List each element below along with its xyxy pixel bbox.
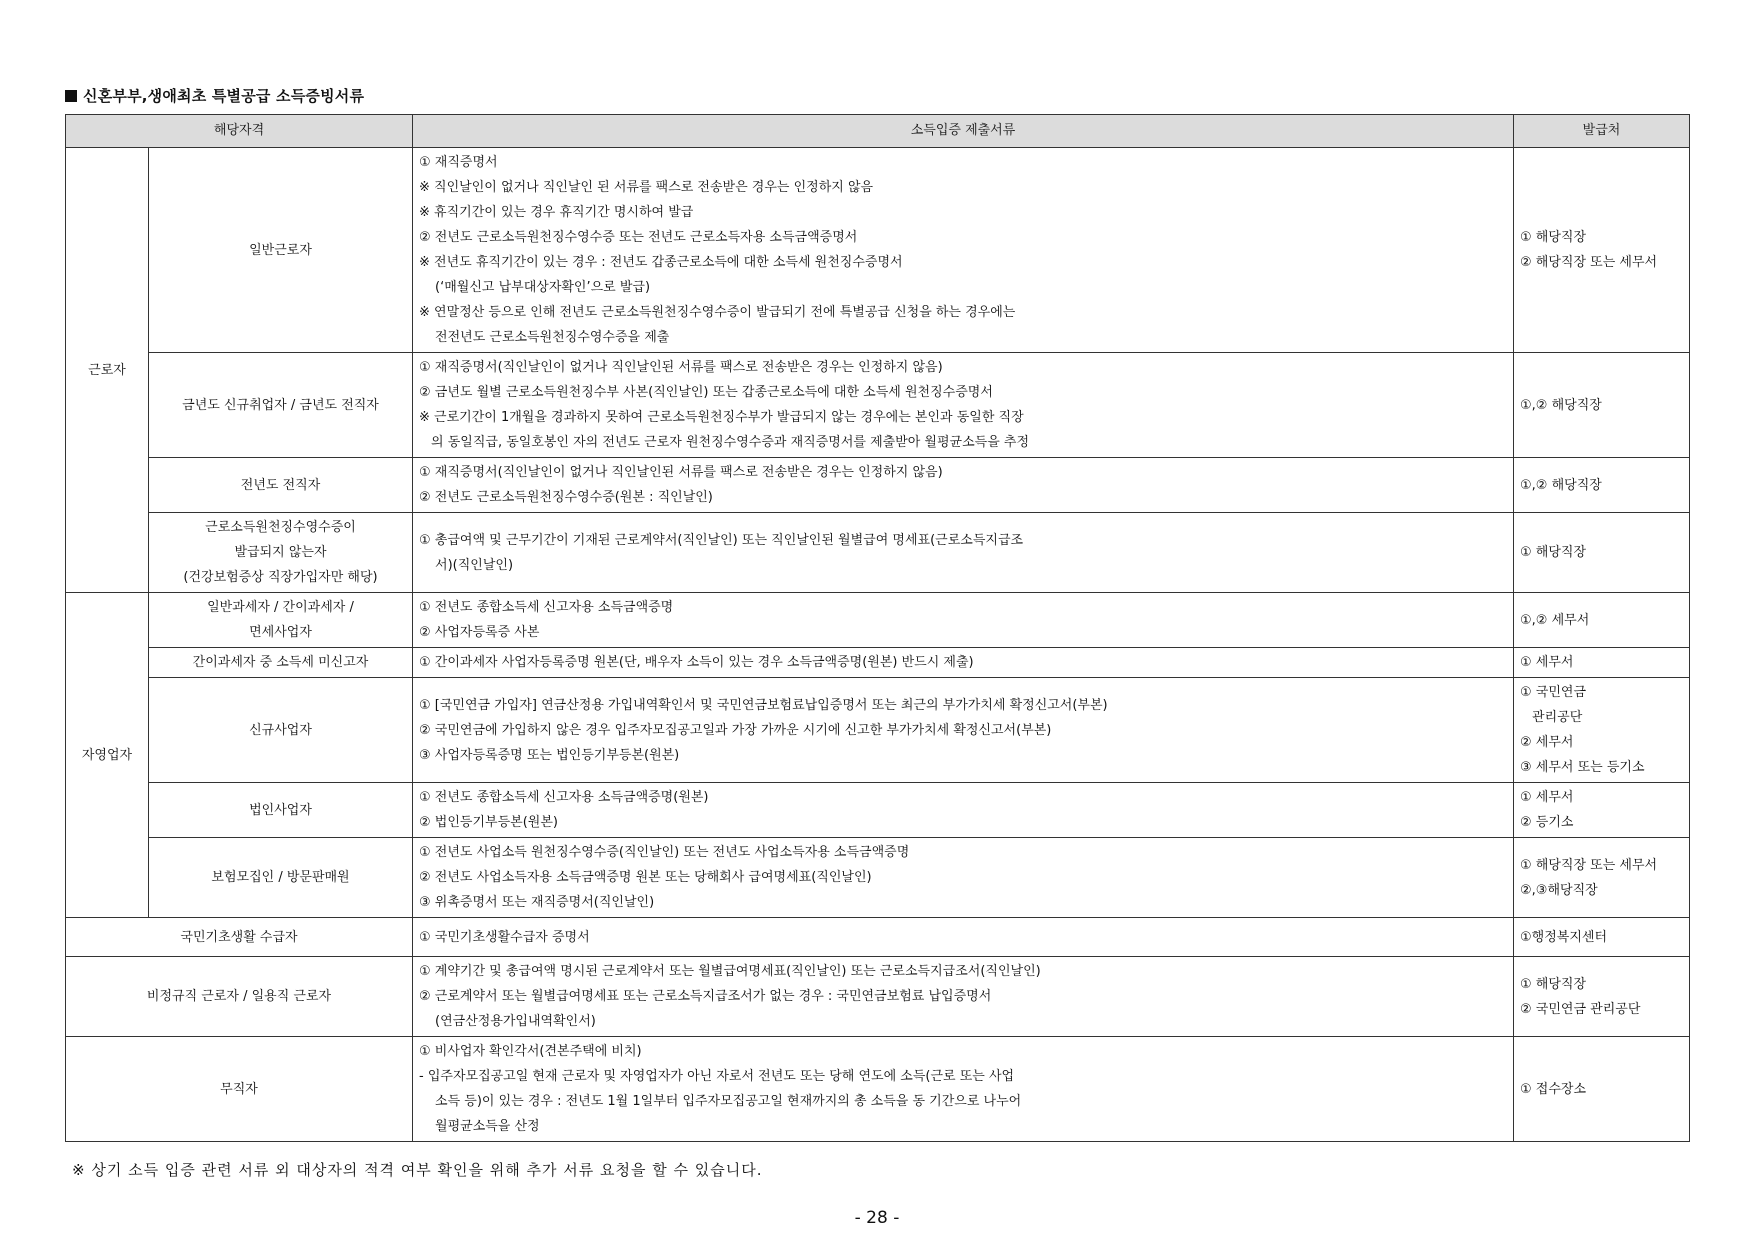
sub-qualification [149, 513, 413, 593]
issuer-line: ① 국민연금 [1520, 685, 1587, 700]
doc-line: 전전년도 근로소득원천징수영수증을 제출 [435, 330, 670, 345]
issuer-line: ② 해당직장 또는 세무서 [1520, 255, 1658, 270]
doc-line: ※ 연말정산 등으로 인해 전년도 근로소득원천징수영수증이 발급되기 전에 특별공급 신청을 하는 경우에는 [419, 305, 1016, 320]
issuer-line: ③ 세무서 또는 등기소 [1520, 760, 1645, 775]
issuer-cell [1514, 458, 1690, 513]
documents-cell [413, 1037, 1514, 1142]
sub-line: (건강보험증상 직장가입자만 해당) [183, 570, 378, 585]
page-number: - 28 - [854, 1208, 900, 1228]
table-row [66, 1037, 1690, 1142]
doc-line: (‘매월신고 납부대상자확인’으로 발급) [435, 280, 651, 295]
doc-line: ② 국민연금에 가입하지 않은 경우 입주자모집공고일과 가장 가까운 시기에 신고한 부가가치세 확정신고서(부본) [419, 722, 1052, 738]
issuer-line: ①,② 해당직장 [1520, 397, 1602, 413]
sub-line: 면세사업자 [249, 625, 312, 640]
table-row [66, 918, 1690, 957]
table-row [66, 838, 1690, 918]
issuer-line: ①행정복지센터 [1520, 929, 1608, 945]
doc-line: ※ 직인날인이 없거나 직인날인 된 서류를 팩스로 전송받은 경우는 인정하지 않음 [419, 180, 874, 195]
doc-line: - 입주자모집공고일 현재 근로자 및 자영업자가 아닌 자로서 전년도 또는 당해 연도에 소득(근로 또는 사업 [419, 1069, 1015, 1084]
doc-line: 서)(직인날인) [435, 557, 514, 573]
doc-line: ① [국민연금 가입자] 연금산정용 가입내역확인서 및 국민연금보험료납입증명서 또는 최근의 부가가치세 확정신고서(부본) [419, 697, 1108, 713]
table-row [66, 783, 1690, 838]
issuer-cell [1514, 593, 1690, 648]
table-row [66, 148, 1690, 353]
issuer-line: ② 등기소 [1520, 815, 1574, 830]
section-title [65, 85, 364, 106]
footnote: ※ 상기 소득 입증 관련 서류 외 대상자의 적격 여부 확인을 위해 추가 서류 요청을 할 수 있습니다. [72, 1161, 763, 1179]
doc-line: ① 전년도 사업소득 원천징수영수증(직인날인) 또는 전년도 사업소득자용 소득금액증명 [419, 845, 910, 860]
issuer-line: ① 해당직장 또는 세무서 [1520, 857, 1658, 873]
sub-qualification: 보험모집인 / 방문판매원 [149, 838, 413, 918]
table-row [66, 678, 1690, 783]
income-documents-table [65, 114, 1690, 1142]
group-worker: 근로자 [66, 148, 149, 593]
doc-line: ② 전년도 근로소득원천징수영수증(원본 : 직인날인) [419, 490, 713, 505]
table-row [66, 353, 1690, 458]
sub-qualification: 신규사업자 [149, 678, 413, 783]
doc-line: ① 간이과세자 사업자등록증명 원본(단, 배우자 소득이 있는 경우 소득금액증명(원본) 반드시 제출) [419, 655, 974, 670]
doc-line: ① 계약기간 및 총급여액 명시된 근로계약서 또는 월별급여명세표(직인날인) 또는 근로소득지급조서(직인날인) [419, 964, 1041, 979]
documents-cell [413, 353, 1514, 458]
issuer-line: ① 해당직장 [1520, 976, 1587, 992]
table-row [66, 593, 1690, 648]
doc-line: ② 전년도 근로소득원천징수영수증 또는 전년도 근로소득자용 소득금액증명서 [419, 230, 858, 245]
doc-line: ② 법인등기부등본(원본) [419, 815, 558, 830]
issuer-cell [1514, 148, 1690, 353]
issuer-line: 관리공단 [1532, 710, 1583, 725]
doc-line: ① 재직증명서 [419, 155, 498, 170]
table-row [66, 513, 1690, 593]
doc-line: 의 동일직급, 동일호봉인 자의 전년도 근로자 원천징수영수증과 재직증명서를 제출받아 월평균소득을 추정 [431, 435, 1030, 450]
doc-line: ② 근로계약서 또는 월별급여명세표 또는 근로소득지급조서가 없는 경우 : 국민연금보험료 납입증명서 [419, 989, 992, 1004]
doc-line: ① 재직증명서(직인날인이 없거나 직인날인된 서류를 팩스로 전송받은 경우는 인정하지 않음) [419, 465, 943, 480]
documents-cell [413, 458, 1514, 513]
documents-cell [413, 593, 1514, 648]
qualification-label: 국민기초생활 수급자 [66, 918, 413, 957]
issuer-line: ② 국민연금 관리공단 [1520, 1001, 1641, 1017]
doc-line: ① 전년도 종합소득세 신고자용 소득금액증명(원본) [419, 790, 709, 805]
issuer-cell [1514, 513, 1690, 593]
doc-line: ③ 사업자등록증명 또는 법인등기부등본(원본) [419, 747, 680, 763]
issuer-cell [1514, 648, 1690, 678]
sub-qualification [149, 593, 413, 648]
table-row [66, 957, 1690, 1037]
documents-cell [413, 678, 1514, 783]
sub-line: 발급되지 않는자 [234, 545, 327, 560]
doc-line: ※ 전년도 휴직기간이 있는 경우 : 전년도 갑종근로소득에 대한 소득세 원천징수증명서 [419, 255, 903, 270]
issuer-line: ① 접수장소 [1520, 1081, 1587, 1097]
sub-line: 근로소득원천징수영수증이 [205, 520, 356, 535]
doc-line: (연금산정용가입내역확인서) [435, 1014, 596, 1029]
doc-line: 월평균소득을 산정 [435, 1119, 540, 1134]
issuer-line: ① 해당직장 [1520, 545, 1587, 560]
square-bullet-icon [65, 90, 77, 102]
header-qualification: 해당자격 [66, 115, 413, 148]
documents-cell [413, 648, 1514, 678]
documents-cell [413, 783, 1514, 838]
documents-cell [413, 838, 1514, 918]
issuer-cell [1514, 1037, 1690, 1142]
section-title-text: 신혼부부,생애최초 특별공급 소득증빙서류 [83, 87, 365, 105]
issuer-line: ②,③해당직장 [1520, 882, 1598, 898]
sub-qualification: 금년도 신규취업자 / 금년도 전직자 [149, 353, 413, 458]
issuer-line: ① 해당직장 [1520, 230, 1587, 245]
qualification-label: 비정규직 근로자 / 일용직 근로자 [66, 957, 413, 1037]
documents-cell [413, 148, 1514, 353]
issuer-line: ② 세무서 [1520, 735, 1574, 750]
doc-line: ① 재직증명서(직인날인이 없거나 직인날인된 서류를 팩스로 전송받은 경우는 인정하지 않음) [419, 360, 943, 375]
documents-cell [413, 513, 1514, 593]
issuer-cell [1514, 957, 1690, 1037]
issuer-line: ①,② 세무서 [1520, 612, 1590, 628]
documents-cell [413, 918, 1514, 957]
doc-line: ② 사업자등록증 사본 [419, 625, 540, 640]
doc-line: ② 전년도 사업소득자용 소득금액증명 원본 또는 당해회사 급여명세표(직인날인) [419, 870, 872, 885]
issuer-cell [1514, 353, 1690, 458]
sub-qualification: 일반근로자 [149, 148, 413, 353]
sub-line: 일반과세자 / 간이과세자 / [207, 600, 354, 615]
header-documents: 소득입증 제출서류 [413, 115, 1514, 148]
sub-qualification: 간이과세자 중 소득세 미신고자 [149, 648, 413, 678]
doc-line: ※ 근로기간이 1개월을 경과하지 못하여 근로소득원천징수부가 발급되지 않는 경우에는 본인과 동일한 직장 [419, 410, 1024, 425]
issuer-line: ①,② 해당직장 [1520, 477, 1602, 493]
doc-line: ② 금년도 월별 근로소득원천징수부 사본(직인날인) 또는 갑종근로소득에 대한 소득세 원천징수증명서 [419, 385, 993, 400]
doc-line: ① 국민기초생활수급자 증명서 [419, 929, 590, 945]
sub-qualification: 전년도 전직자 [149, 458, 413, 513]
documents-cell [413, 957, 1514, 1037]
issuer-line: ① 세무서 [1520, 655, 1574, 670]
issuer-cell [1514, 838, 1690, 918]
sub-qualification: 법인사업자 [149, 783, 413, 838]
doc-line: ① 비사업자 확인각서(견본주택에 비치) [419, 1044, 642, 1059]
issuer-cell [1514, 678, 1690, 783]
doc-line: ① 총급여액 및 근무기간이 기재된 근로계약서(직인날인) 또는 직인날인된 월별급여 명세표(근로소득지급조 [419, 532, 1024, 548]
table-header-row [66, 115, 1690, 148]
qualification-label: 무직자 [66, 1037, 413, 1142]
issuer-cell [1514, 918, 1690, 957]
issuer-line: ① 세무서 [1520, 790, 1574, 805]
doc-line: ※ 휴직기간이 있는 경우 휴직기간 명시하여 발급 [419, 205, 694, 220]
table-row [66, 458, 1690, 513]
table-row [66, 648, 1690, 678]
doc-line: ① 전년도 종합소득세 신고자용 소득금액증명 [419, 600, 674, 615]
header-issuer: 발급처 [1514, 115, 1690, 148]
doc-line: 소득 등)이 있는 경우 : 전년도 1월 1일부터 입주자모집공고일 현재까지의 총 소득을 동 기간으로 나누어 [435, 1094, 1022, 1109]
doc-line: ③ 위촉증명서 또는 재직증명서(직인날인) [419, 895, 655, 910]
group-self-employed: 자영업자 [66, 593, 149, 918]
issuer-cell [1514, 783, 1690, 838]
